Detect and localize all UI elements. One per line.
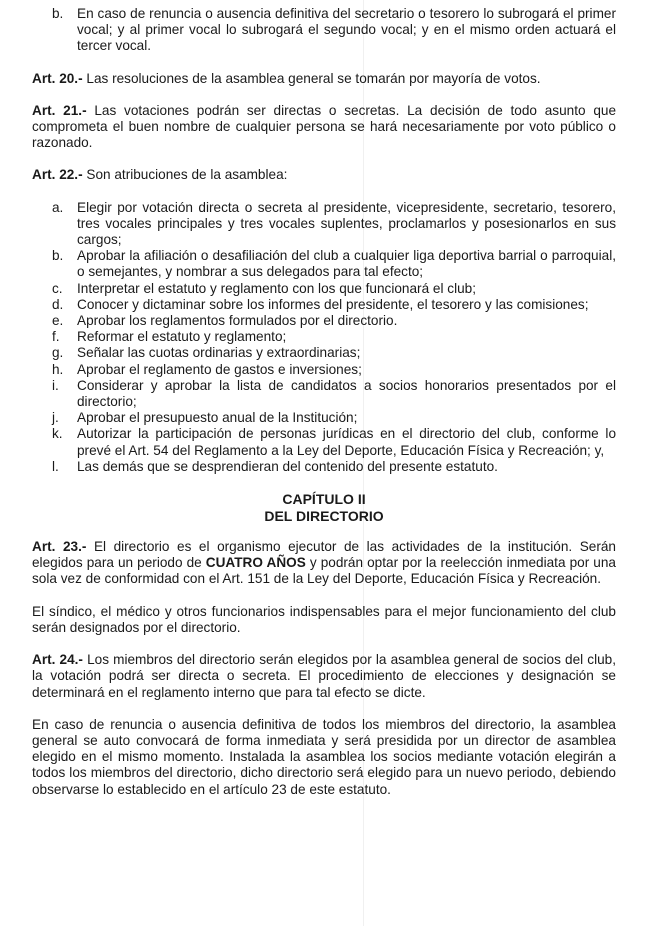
list-item — [32, 378, 616, 410]
article-label: Art. 21.- — [32, 102, 87, 118]
list-item-text: Autorizar la participación de personas jurídicas en el directorio del club, conforme lo prevé el Art. 54 del Reglamento a la Ley del Deporte, Educación Física y Recreación; y, — [77, 426, 616, 458]
list-item-text: En caso de renuncia o ausencia definitiva del secretario o tesorero lo subrogará el primer vocal; y al primer vocal lo subrogará el segundo vocal; y en el mismo orden actuará el tercer vocal. — [77, 6, 616, 54]
list-item — [32, 313, 616, 329]
article-label: Art. 23.- — [32, 539, 87, 555]
list-item-text: Elegir por votación directa o secreta al presidente, vicepresidente, secretario, tesorero, tres vocales principales y tres vocales suplentes, proclamarlos y posesionarlos en sus cargos; — [77, 199, 616, 248]
article-24-paragraph-2: En caso de renuncia o ausencia definitiva de todos los miembros del directorio, la asamblea general se auto convocará de forma inmediata y será presidida por un director de asamblea elegido en el mismo momento. Instalada la asamblea los socios mediante votación elegirán a todos los miembros del directorio, dicho directorio será elegido para un nuevo periodo, debiendo observarse lo establecido en el artículo 23 de este estatuto. — [32, 716, 616, 797]
list-marker: j. — [52, 410, 59, 426]
document-page — [32, 6, 616, 814]
list-item — [32, 329, 616, 345]
article-emphasis: CUATRO AÑOS — [205, 555, 306, 571]
article-20 — [32, 71, 616, 87]
list-item-text: Aprobar el presupuesto anual de la Institución; — [77, 410, 358, 426]
list-item — [32, 248, 616, 280]
article-text: Las votaciones podrán ser directas o secretas. La decisión de todo asunto que comprometa el buen nombre de cualquier persona se hará necesariamente por voto público o razonado. — [32, 102, 616, 151]
list-item-text: Aprobar la afiliación o desafiliación del club a cualquier liga deportiva barrial o parroquial, o semejantes, y nombrar a sus delegados para tal efecto; — [77, 248, 616, 280]
article-23 — [32, 539, 616, 588]
list-marker: h. — [52, 361, 64, 377]
list-marker: e. — [52, 313, 64, 329]
list-item — [32, 345, 616, 361]
article-text: Las resoluciones de la asamblea general se tomarán por mayoría de votos. — [82, 70, 541, 86]
article-label: Art. 20.- — [32, 70, 83, 86]
chapter-number: CAPÍTULO II — [282, 491, 366, 508]
article-text: y podrán optar por la reelección inmediata por una sola vez de conformidad con el Art. 151 de la Ley del Deporte, Educación Física y Recreación. — [32, 555, 616, 587]
list-item-text: Interpretar el estatuto y reglamento con los que funcionará el club; — [77, 280, 476, 296]
article-text: Son atribuciones de la asamblea: — [82, 167, 288, 183]
list-marker: g. — [52, 345, 64, 361]
list-marker: i. — [52, 377, 59, 393]
list-item — [32, 297, 616, 313]
chapter-heading — [32, 491, 616, 525]
list-item — [32, 200, 616, 249]
article-22 — [32, 167, 616, 183]
list-item — [32, 362, 616, 378]
article-label: Art. 22.- — [32, 167, 83, 183]
list-marker: k. — [52, 426, 63, 442]
list-marker: c. — [52, 280, 63, 296]
list-item-text: Aprobar el reglamento de gastos e inversiones; — [77, 361, 362, 377]
attributions-list — [32, 200, 616, 475]
list-marker: a. — [52, 199, 64, 215]
article-23-paragraph-2: El síndico, el médico y otros funcionarios indispensables para el mejor funcionamiento del club serán designados por el directorio. — [32, 603, 616, 635]
list-item — [32, 426, 616, 458]
list-item-text: Señalar las cuotas ordinarias y extraordinarias; — [77, 345, 361, 361]
list-item-text: Conocer y dictaminar sobre los informes del presidente, el tesorero y las comisiones; — [77, 296, 589, 312]
list-item-text: Reformar el estatuto y reglamento; — [77, 329, 287, 345]
article-21 — [32, 103, 616, 152]
article-24 — [32, 652, 616, 701]
list-item — [32, 281, 616, 297]
article-text: Los miembros del directorio serán elegidos por la asamblea general de socios del club, la votación podrá ser directa o secreta. El procedimiento de elecciones y designación se determinará en el reglamento interno que para tal efecto se dicte. — [32, 652, 616, 700]
list-item-text: Considerar y aprobar la lista de candidatos a socios honorarios presentados por el directorio; — [77, 377, 616, 410]
list-item — [32, 459, 616, 475]
list-item — [32, 410, 616, 426]
list-marker: f. — [52, 329, 60, 345]
list-item-text: Las demás que se desprendieran del contenido del presente estatuto. — [77, 458, 498, 474]
list-marker: b. — [52, 6, 64, 21]
list-item-b-continued — [32, 6, 616, 55]
article-label: Art. 24.- — [32, 652, 83, 668]
list-marker: b. — [52, 248, 64, 264]
list-marker: l. — [52, 458, 59, 474]
chapter-title: DEL DIRECTORIO — [264, 508, 384, 525]
list-marker: d. — [52, 296, 64, 312]
list-item-text: Aprobar los reglamentos formulados por el directorio. — [77, 313, 398, 329]
article-text: El directorio es el organismo ejecutor de las actividades de la institución. Serán elegidos para un periodo de — [32, 539, 616, 571]
